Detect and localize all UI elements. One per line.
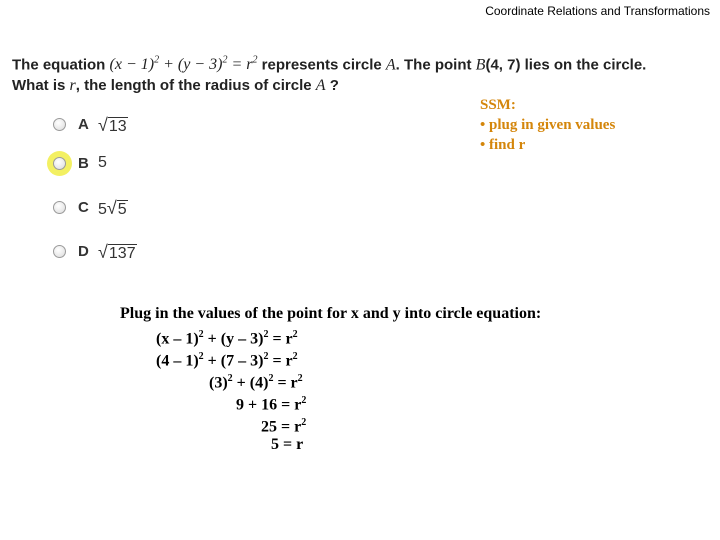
radio-icon[interactable]	[53, 157, 66, 170]
question-line2c: ?	[325, 77, 339, 95]
question-line2b: , the length of the radius of circle	[75, 77, 312, 95]
radio-icon[interactable]	[53, 118, 66, 131]
work-line-3: $(3)^2 + (4)^2 = r^2$	[209, 373, 303, 392]
choice-letter: A	[78, 116, 89, 133]
work-line-2: $(4 - 1)^2 + (7 - 3)^2 = r^2$	[156, 351, 298, 370]
circle-label-2: A	[315, 77, 326, 95]
question-part3: . The point	[395, 56, 472, 74]
work-line-1: $(x - 1)^2 + (y - 3)^2 = r^2$	[156, 329, 298, 348]
choice-letter: B	[78, 155, 89, 172]
ssm-item: • plug in given values	[480, 117, 616, 133]
choice-value: √137	[98, 242, 136, 262]
point-label: B	[475, 56, 486, 74]
work-line-5: $25 = r^2$	[261, 417, 307, 436]
question-text	[12, 50, 717, 96]
radio-icon[interactable]	[53, 201, 66, 214]
work-intro: Plug in the values of the point for x and y into circle equation:	[120, 305, 542, 322]
choice-value: 5√5	[98, 198, 127, 218]
radio-icon[interactable]	[53, 245, 66, 258]
choice-b[interactable]	[50, 152, 190, 178]
choice-value: √13	[98, 115, 127, 135]
question-line-2	[12, 75, 717, 96]
equation: $(x - 1)^2 + (y - 3)^2 = r^2$	[109, 55, 258, 74]
ssm-notes	[480, 95, 615, 155]
r-variable: r	[69, 77, 76, 95]
question-part2: represents circle	[257, 56, 382, 74]
choice-c[interactable]	[50, 196, 190, 222]
point-coords: (4, 7)	[485, 56, 521, 74]
choice-d[interactable]	[50, 240, 190, 266]
ssm-item: • find r	[480, 137, 526, 153]
circle-label: A	[385, 56, 396, 74]
choice-letter: C	[78, 199, 89, 216]
ssm-title: SSM:	[480, 97, 516, 113]
header-title: Coordinate Relations and Transformations	[485, 4, 710, 18]
worked-solution	[120, 305, 542, 453]
question-line2a: What is	[12, 77, 66, 95]
choice-value: 5	[98, 154, 107, 171]
question-line-1	[12, 50, 717, 75]
work-line-6: 5 = r	[271, 436, 304, 453]
choice-letter: D	[78, 243, 89, 260]
work-line-4: $9 + 16 = r^2$	[236, 395, 307, 414]
choice-a[interactable]	[50, 113, 190, 139]
question-part1: The equation	[12, 56, 106, 74]
question-part4: lies on the circle.	[520, 56, 647, 74]
